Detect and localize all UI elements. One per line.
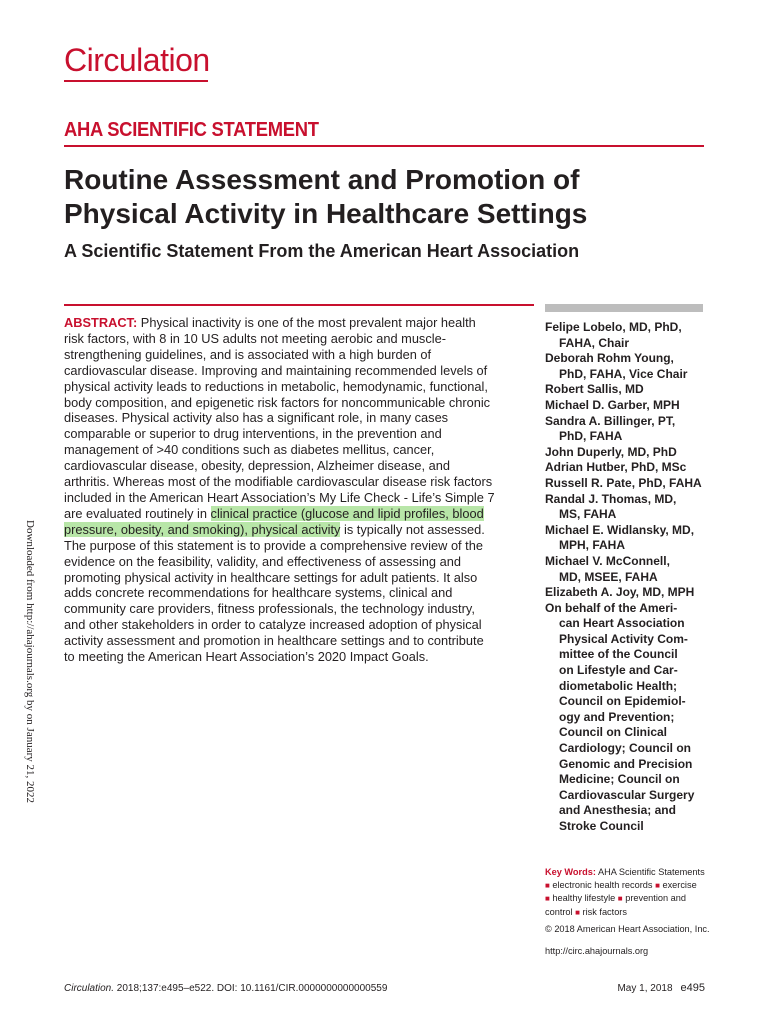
author-line: mittee of the Council [559,647,678,662]
author-line: Michael D. Garber, MPH [545,397,680,412]
author-line: diometabolic Health; [559,678,678,693]
author-line: Stroke Council [559,819,644,833]
abstract-rule [64,304,534,306]
author-line: Council on Epidemiol- [559,694,686,709]
author-line: Michael V. McConnell, [545,553,670,568]
article-title-line-1: Routine Assessment and Promotion of [64,164,580,195]
author-line: Cardiovascular Surgery [559,787,695,802]
keyword-bullet-icon: ■ [617,894,623,903]
author-line: John Duperly, MD, PhD [545,444,677,459]
author-list [545,320,720,835]
author-line: on Lifestyle and Car- [559,663,678,678]
author-line: Sandra A. Billinger, PT, [545,413,676,428]
author-line: PhD, FAHA [559,429,623,444]
keyword-first: AHA Scientific Statements [597,867,705,877]
author-line: MS, FAHA [559,507,617,522]
author-line: Cardiology; Council on [559,741,691,756]
keyword-bullet-icon: ■ [575,907,580,917]
author-line: Adrian Hutber, PhD, MSc [545,460,687,475]
author-line: Elizabeth A. Joy, MD, MPH [545,585,695,600]
keyword-item: exercise [662,879,697,890]
article-title [64,163,704,231]
author-line: and Anesthesia; and [559,803,676,818]
keyword-item: healthy lifestyle [552,893,616,903]
author-column-bar [545,304,703,312]
author-line: Council on Clinical [559,725,668,740]
page-number: e495 [680,982,705,994]
statement-type: AHA SCIENTIFIC STATEMENT [64,119,319,141]
abstract-label: ABSTRACT: [64,315,138,330]
keyword-bullet-icon: ■ [545,880,550,890]
author-line: Randal J. Thomas, MD, [545,491,677,506]
abstract-text-after: is typically not assessed. The purpose of this statement is to provide a comprehensive review of the evidence on the feasibility, validity, and effectiveness of assessing and promoting physical activity in healthcare settings for adult patients. It also adds concrete recommendations for healthcare systems, clinical and community care providers, fitness professionals, the technology industry, and other stakeholders in order to catalyze increased adoption of physical activity assessment and promotion in healthcare settings and to contribute to meeting the American Heart Association’s 2020 Impact Goals. [64,521,485,665]
keywords [545,866,715,919]
journal-name: Circulation [64,42,210,78]
author-line: Deborah Rohm Young, [545,351,674,366]
abstract [64,315,496,665]
author-line: Felipe Lobelo, MD, PhD, [545,320,682,334]
keyword-item: electronic health records [552,879,653,890]
author-line: Physical Activity Com- [559,631,688,646]
article-subtitle: A Scientific Statement From the American Heart Association [64,241,580,261]
keyword-bullet-icon: ■ [655,880,660,890]
copyright: © 2018 American Heart Association, Inc. [545,924,710,934]
download-side-note: Downloaded from http://ahajournals.org by on January 21, 2022 [24,520,36,803]
author-line: Russell R. Pate, PhD, FAHA [545,475,702,490]
footer-citation-text: 2018;137:e495–e522. DOI: 10.1161/CIR.0000000000000559 [114,983,388,994]
author-line: ogy and Prevention; [559,709,675,724]
author-line: can Heart Association [559,616,685,631]
journal-rule [64,80,208,82]
author-line: FAHA, Chair [559,335,630,350]
author-line: Robert Sallis, MD [545,382,644,397]
footer-date: May 1, 2018 [617,983,673,994]
author-line: Genomic and Precision [559,756,693,771]
author-line: PhD, FAHA, Vice Chair [559,366,688,381]
keyword-bullet-icon: ■ [545,894,550,903]
author-line: Medicine; Council on [559,772,680,787]
author-line: MD, MSEE, FAHA [559,569,658,584]
footer-journal: Circulation. [64,983,115,994]
author-line: On behalf of the Ameri- [545,600,678,615]
keywords-label: Key Words: [545,867,596,877]
footer-citation [64,983,387,994]
journal-url[interactable]: http://circ.ahajournals.org [545,946,649,956]
article-title-line-2: Physical Activity in Healthcare Settings [64,198,588,229]
keyword-item: prevention and control [545,893,686,917]
abstract-text-before: Physical inactivity is one of the most prevalent major health risk factors, with 8 in 10 US adults not meeting aerobic and muscle-strengthening guidelines, and is associated with a high burden of cardiovascular disease. Improving and maintaining recommended levels of physical activity leads to reductions in metabolic, hemodynamic, functional, body composition, and epigenetic risk factors for noncommunicable chronic diseases. Physical activity also has a significant role, in many cases comparable or superior to drug interventions, in the prevention and management of >40 conditions such as diabetes mellitus, cancer, cardiovascular disease, obesity, depression, Alzheimer disease, and arthritis. Whereas most of the modifiable cardiovascular disease risk factors included in the American Heart Association’s My Life Check - Life’s Simple 7 are evaluated routinely in [64,315,495,521]
keyword-item: risk factors [582,906,627,917]
statement-rule [64,145,704,147]
abstract-highlighted-text[interactable]: clinical practice (glucose and lipid profiles, blood pressure, obesity, and smoking), physical activity [64,505,484,537]
author-line: MPH, FAHA [559,538,625,553]
author-line: Michael E. Widlansky, MD, [545,522,695,537]
footer-date-page [617,982,705,994]
